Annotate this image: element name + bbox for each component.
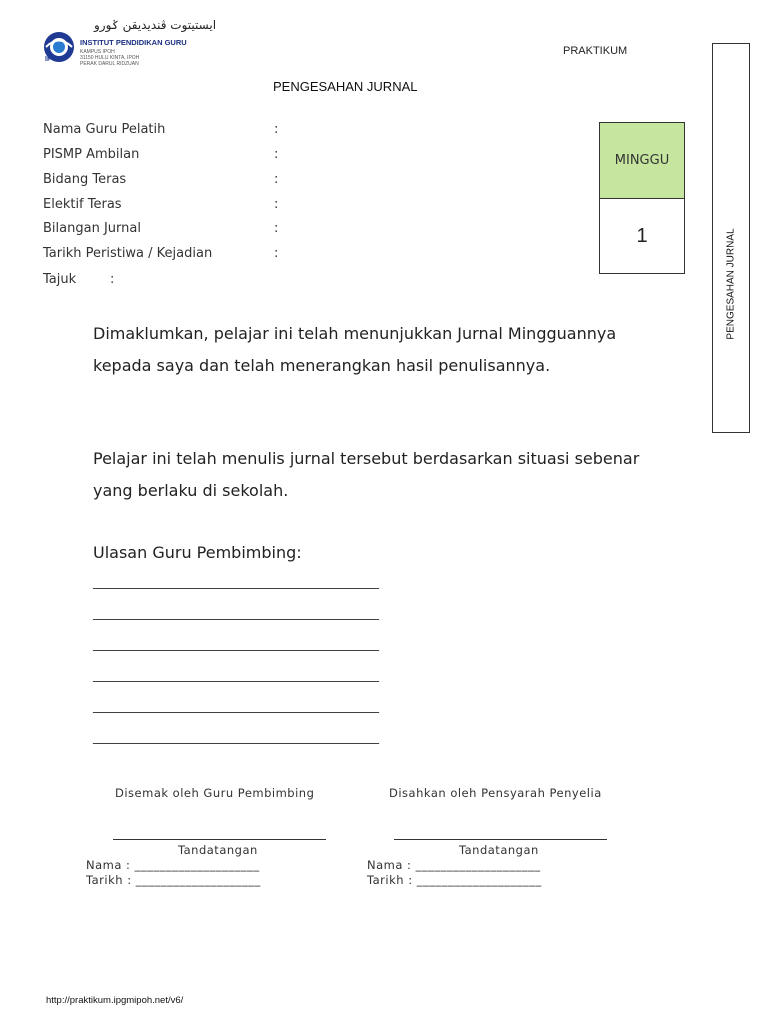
field-colon: : (274, 246, 279, 261)
field-colon: : (274, 122, 279, 137)
left-date-blank: ____________________ (135, 873, 261, 887)
right-signature-line (394, 839, 607, 840)
week-label: MINGGU (600, 123, 684, 199)
week-box (599, 122, 685, 274)
field-label-nama-guru-pelatih: Nama Guru Pelatih (43, 122, 166, 137)
svg-text:IPG: IPG (45, 56, 58, 63)
logo-jawi-text: ايستيتوت ڤنديديقن ݢورو (94, 18, 217, 32)
section-label: PRAKTIKUM (563, 45, 628, 57)
logo-address-line: 31150 HULU KINTA, IPOH (80, 55, 140, 61)
field-label-tajuk: Tajuk (43, 272, 77, 287)
right-signature-heading: Disahkan oleh Pensyarah Penyelia (389, 786, 602, 800)
left-name-row (86, 858, 260, 872)
field-colon: : (274, 147, 279, 162)
left-signature-line (113, 839, 326, 840)
field-colon: : (274, 197, 279, 212)
left-date-row (86, 873, 261, 887)
comment-line: ____________________________________________ (93, 730, 379, 745)
field-label-bilangan-jurnal: Bilangan Jurnal (43, 221, 141, 236)
field-label-tarikh-peristiwa: Tarikh Peristiwa / Kejadian (43, 246, 213, 261)
right-name-blank: ____________________ (415, 858, 541, 872)
declaration-paragraph-2: Pelajar ini telah menulis jurnal tersebut berdasarkan situasi sebenar yang berlaku di sekolah. (93, 449, 640, 500)
field-label-elektif-teras: Elektif Teras (43, 197, 122, 212)
right-name-row (367, 858, 541, 872)
right-name-label: Nama : (367, 858, 416, 872)
comments-heading: Ulasan Guru Pembimbing: (93, 543, 302, 562)
field-colon: : (110, 272, 115, 287)
side-tab-label: PENGESAHAN JURNAL (725, 228, 737, 340)
left-signature-label: Tandatangan (178, 843, 258, 857)
footer-url-link[interactable]: http://praktikum.ipgmipoh.net/v6/ (46, 995, 184, 1006)
field-colon: : (274, 172, 279, 187)
left-name-blank: ____________________ (134, 858, 260, 872)
field-label-bidang-teras: Bidang Teras (43, 172, 127, 187)
institute-logo (42, 18, 217, 68)
page-title: PENGESAHAN JURNAL (273, 79, 418, 94)
right-date-blank: ____________________ (416, 873, 542, 887)
field-colon: : (274, 221, 279, 236)
logo-institute-name: INSTITUT PENDIDIKAN GURU (80, 38, 187, 47)
logo-address-line: KAMPUS IPOH (80, 49, 115, 55)
right-date-label: Tarikh : (367, 873, 417, 887)
right-date-row (367, 873, 542, 887)
right-signature-label: Tandatangan (459, 843, 539, 857)
declaration-paragraph-1: Dimaklumkan, pelajar ini telah menunjukkan Jurnal Mingguannya kepada saya dan telah menerangkan hasil penulisannya. (93, 324, 617, 375)
comment-line: ____________________________________________ (93, 637, 379, 652)
comment-line: ____________________________________________ (93, 668, 379, 683)
left-name-label: Nama : (86, 858, 135, 872)
comment-line: ____________________________________________ (93, 575, 379, 590)
comment-line: ____________________________________________ (93, 606, 379, 621)
week-number: 1 (636, 224, 648, 247)
side-tab (712, 43, 750, 433)
left-date-label: Tarikh : (86, 873, 136, 887)
comment-line: ____________________________________________ (93, 699, 379, 714)
left-signature-heading: Disemak oleh Guru Pembimbing (115, 786, 315, 800)
ipg-emblem-icon (42, 30, 76, 64)
logo-address-line: PERAK DARUL RIDZUAN (80, 61, 139, 67)
field-label-pismp-ambilan: PISMP Ambilan (43, 147, 140, 162)
